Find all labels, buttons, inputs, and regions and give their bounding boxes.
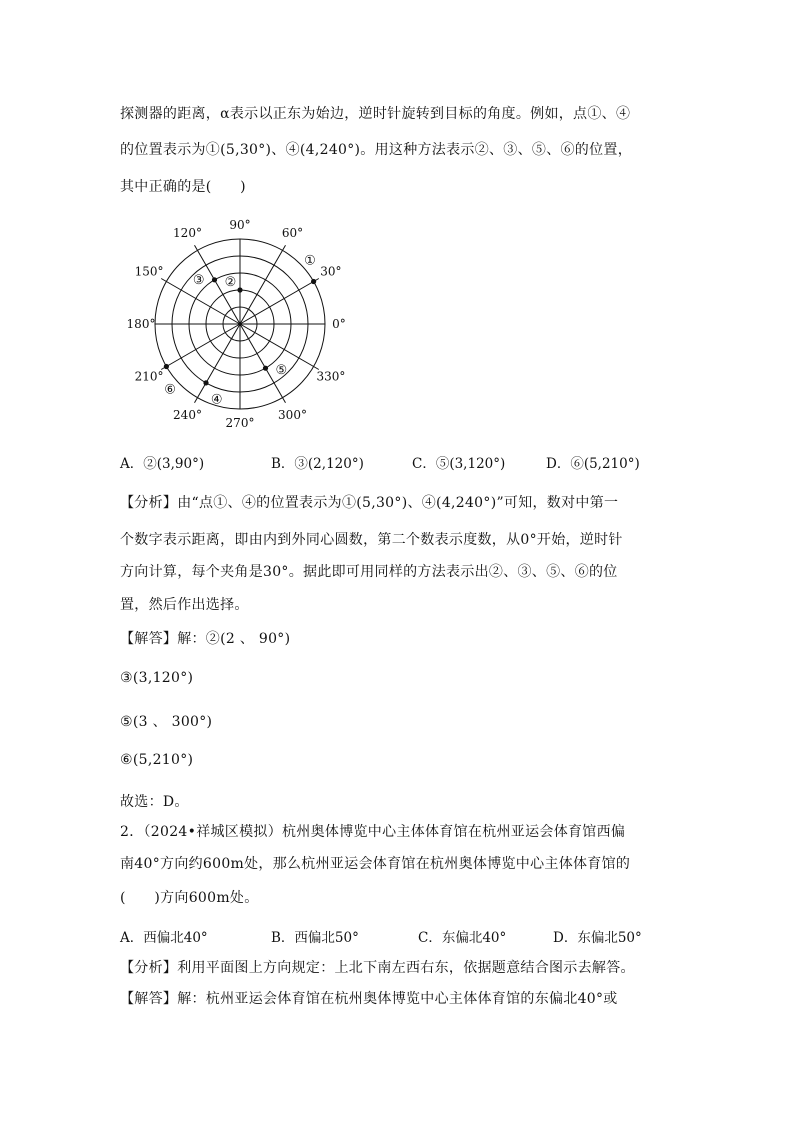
angle-label-270: 270° <box>225 416 255 430</box>
analysis1-line2: 个数字表示距离，即由内到外同心圆数，第二个数表示度数，从0°开始，逆时针 <box>120 532 623 548</box>
analysis1-line1: 【分析】由“点①、④的位置表示为①(5,30°)、④(4,240°)”可知，数对中第一 <box>120 495 619 511</box>
option2-c: C．东偏北40° <box>418 930 507 946</box>
angle-rays <box>155 239 325 409</box>
point-dot-5 <box>263 366 268 371</box>
problem2-line3: ( )方向600m处。 <box>120 890 259 906</box>
answer1-line1: 【解答】解：②(2 、 90°) <box>120 631 291 647</box>
point-label-6: ⑥ <box>164 382 176 398</box>
polar-diagram <box>110 212 370 442</box>
problem1-line1: 探测器的距离，α表示以正东为始边，逆时针旋转到目标的角度。例如，点①、④ <box>120 106 631 122</box>
angle-label-90: 90° <box>229 218 251 232</box>
point-dot-4 <box>203 380 208 385</box>
angle-label-240: 240° <box>173 407 202 422</box>
point-label-1: ① <box>304 253 316 269</box>
option1-b: B．③(2,120°) <box>271 456 364 472</box>
analysis1-line3: 方向计算，每个夹角是30°。据此即可用同样的方法表示出②、③、⑤、⑥的位 <box>120 564 618 580</box>
point-label-5: ⑤ <box>275 362 288 378</box>
answer1-line4: ⑥(5,210°) <box>120 752 194 768</box>
angle-label-150: 150° <box>134 264 164 279</box>
point-label-4: ④ <box>210 392 223 408</box>
angle-label-180: 180° <box>126 317 156 331</box>
ray-240 <box>195 324 241 403</box>
point-label-3: ③ <box>192 273 205 289</box>
point-dot-1 <box>311 279 316 284</box>
angle-label-60: 60° <box>281 226 304 241</box>
option2-a: A．西偏北40° <box>120 930 208 946</box>
angle-label-120: 120° <box>173 226 202 241</box>
answer1-line5: 故选：D。 <box>120 794 189 810</box>
angle-label-300: 300° <box>278 407 307 422</box>
option2-b: B．西偏北50° <box>271 930 359 946</box>
option1-d: D．⑥(5,210°) <box>546 456 640 472</box>
analysis2-line1: 【分析】利用平面图上方向规定：上北下南左西右东，依据题意结合图示去解答。 <box>120 960 635 976</box>
point-dot-2 <box>237 287 242 292</box>
answer1-line3: ⑤(3 、 300°) <box>120 714 213 730</box>
point-label-2: ② <box>224 275 237 291</box>
problem1-line2: 的位置表示为①(5,30°)、④(4,240°)。用这种方法表示②、③、⑤、⑥的位置， <box>120 142 632 158</box>
angle-label-210: 210° <box>134 369 164 384</box>
problem2-line2: 南40°方向约600m处，那么杭州亚运会体育馆在杭州奥体博览中心主体体育馆的 <box>120 856 631 872</box>
ray-210 <box>161 324 240 370</box>
option1-c: C．⑤(3,120°) <box>412 456 506 472</box>
answer2-line1: 【解答】解：杭州亚运会体育馆在杭州奥体博览中心主体体育馆的东偏北40°或 <box>120 991 618 1007</box>
analysis1-line4: 置，然后作出选择。 <box>120 597 249 613</box>
option1-a: A．②(3,90°) <box>120 456 205 472</box>
angle-label-330: 330° <box>316 369 346 384</box>
point-dot-6 <box>164 364 169 369</box>
angle-label-30: 30° <box>320 264 342 279</box>
problem1-line3: 其中正确的是( ) <box>120 179 246 195</box>
angle-label-0: 0° <box>332 317 346 331</box>
problem2-line1: 2．（2024•祥城区模拟）杭州奥体博览中心主体体育馆在杭州亚运会体育馆西偏 <box>120 824 626 840</box>
option2-d: D．东偏北50° <box>553 930 642 946</box>
ray-30 <box>240 279 319 325</box>
ray-60 <box>240 245 286 324</box>
point-dot-3 <box>212 277 217 282</box>
answer1-line2: ③(3,120°) <box>120 670 194 686</box>
